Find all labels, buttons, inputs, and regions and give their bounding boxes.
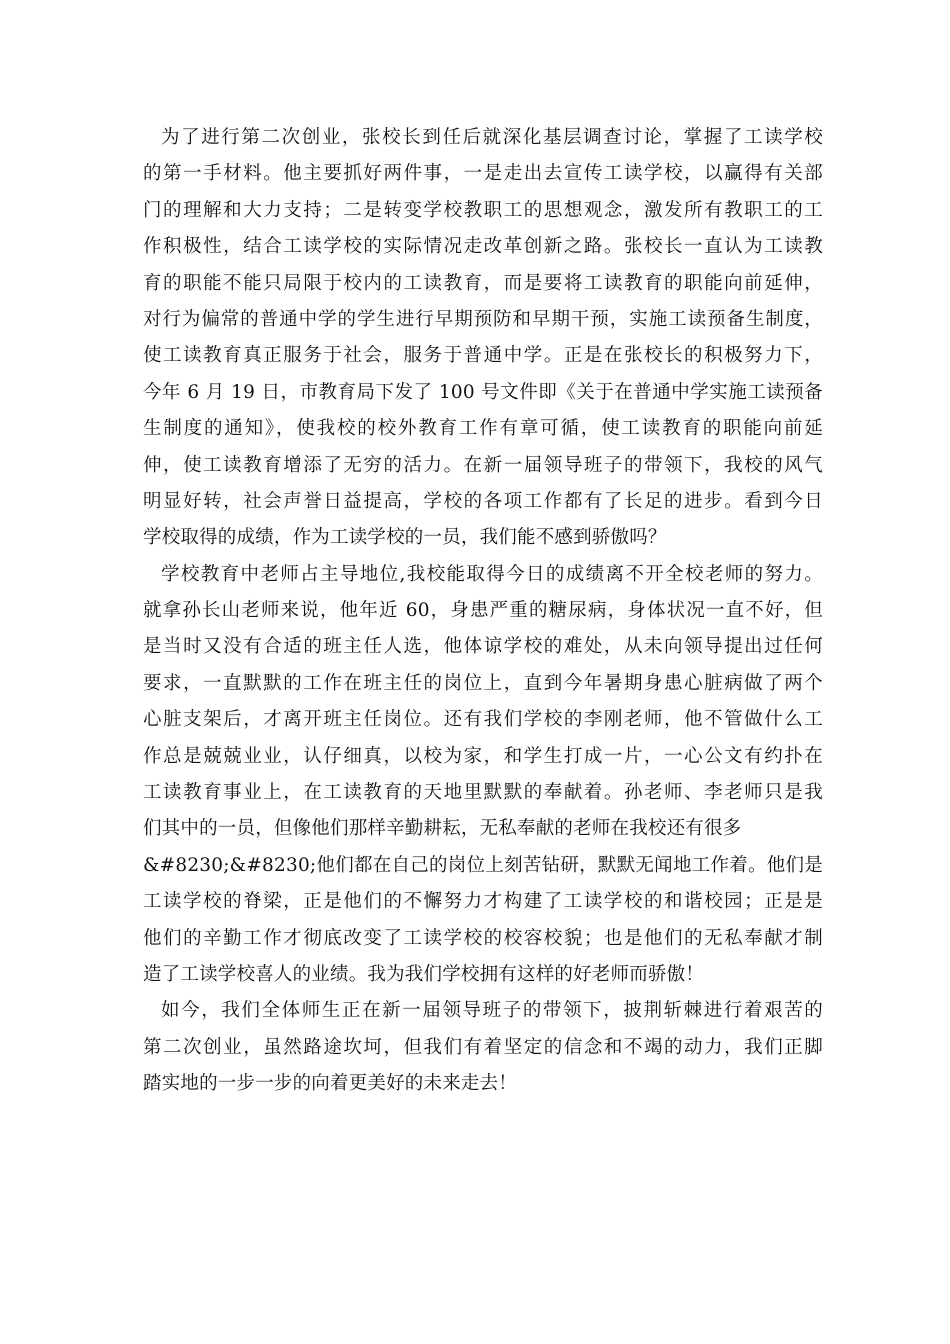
text-line: 明显好转，社会声誉日益提高，学校的各项工作都有了长足的进步。看到今日 [143,490,823,512]
text-line: 今年 6 月 19 日，市教育局下发了 100 号文件即《关于在普通中学实施工读预备 [143,381,823,403]
text-line: 生制度的通知》，使我校的校外教育工作有章可循，使工读教育的职能向前延 [143,418,823,440]
text-line: &#8230;&#8230;他们都在自己的岗位上刻苦钻研，默默无闻地工作着。他们是 [143,854,823,876]
text-line: 作积极性，结合工读学校的实际情况走改革创新之路。张校长一直认为工读教 [143,236,823,258]
text-line: 作总是兢兢业业，认仔细真，以校为家，和学生打成一片，一心公文有约扑在 [143,745,823,767]
text-line: 如今，我们全体师生正在新一届领导班子的带领下，披荆斩棘进行着艰苦的 [161,1000,823,1022]
text-line: 伸，使工读教育增添了无穷的活力。在新一届领导班子的带领下，我校的风气 [143,454,823,476]
text-line: 学校取得的成绩，作为工读学校的一员，我们能不感到骄傲吗？ [143,527,667,549]
text-line: 要求，一直默默的工作在班主任的岗位上，直到今年暑期身患心脏病做了两个 [143,672,823,694]
document-body [143,120,823,1103]
text-line: 工读教育事业上，在工读教育的天地里默默的奉献着。孙老师、李老师只是我 [143,782,823,804]
text-line: 第二次创业，虽然路途坎坷，但我们有着坚定的信念和不竭的动力，我们正脚 [143,1036,823,1058]
text-line: 工读学校的脊梁，正是他们的不懈努力才构建了工读学校的和谐校园；正是是 [143,891,823,913]
text-line: 为了进行第二次创业，张校长到任后就深化基层调查讨论，掌握了工读学校 [161,127,823,148]
text-line: 是当时又没有合适的班主任人选，他体谅学校的难处，从未向领导提出过任何 [143,636,823,658]
text-line: 使工读教育真正服务于社会，服务于普通中学。正是在张校长的积极努力下， [143,345,823,367]
text-line: 就拿孙长山老师来说，他年近 60，身患严重的糖尿病，身体状况一直不好，但 [143,600,823,622]
text-line: 的第一手材料。他主要抓好两件事，一是走出去宣传工读学校，以赢得有关部 [143,163,823,185]
text-line: 育的职能不能只局限于校内的工读教育，而是要将工读教育的职能向前延伸， [143,272,823,294]
text-line: 踏实地的一步一步的向着更美好的未来走去！ [143,1073,518,1095]
text-line: 学校教育中老师占主导地位,我校能取得今日的成绩离不开全校老师的努力。 [161,563,823,585]
text-line: 对行为偏常的普通中学的学生进行早期预防和早期干预，实施工读预备生制度， [143,308,823,330]
text-line: 们其中的一员，但像他们那样辛勤耕耘，无私奉献的老师在我校还有很多 [143,818,742,840]
text-line: 他们的辛勤工作才彻底改变了工读学校的校容校貌；也是他们的无私奉献才制 [143,927,823,949]
text-line: 门的理解和大力支持；二是转变学校教职工的思想观念，激发所有教职工的工 [143,199,823,221]
text-line: 造了工读学校喜人的业绩。我为我们学校拥有这样的好老师而骄傲！ [143,963,705,985]
text-line: 心脏支架后，才离开班主任岗位。还有我们学校的李刚老师，他不管做什么工 [143,709,823,731]
